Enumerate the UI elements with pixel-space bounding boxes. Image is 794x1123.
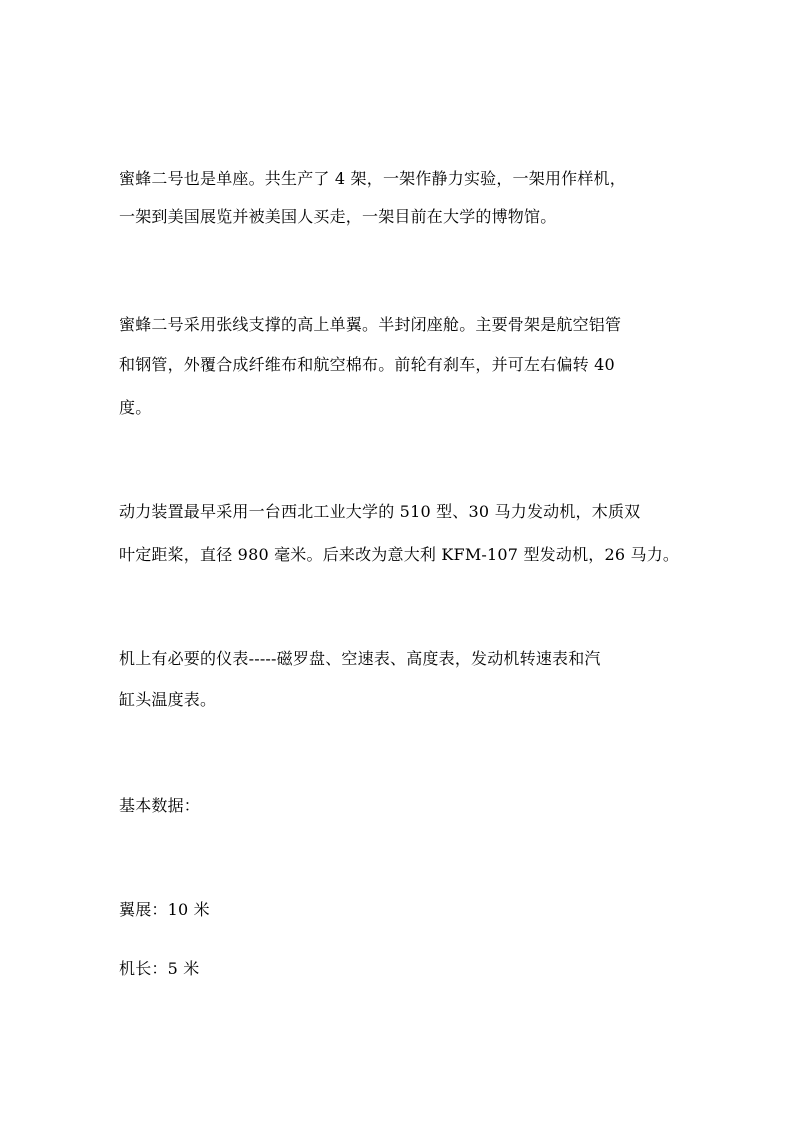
wingspan-line: 翼展：10 米 [119,900,210,919]
paragraph-2-line-1: 蜜蜂二号采用张线支撑的高上单翼。半封闭座舱。主要骨架是航空铝管 [119,315,622,334]
paragraph-3-line-2: 叶定距桨，直径 980 毫米。后来改为意大利 KFM-107 型发动机，26 马力。 [119,545,680,564]
paragraph-2-line-3: 度。 [119,398,152,417]
paragraph-4-line-1: 机上有必要的仪表-----磁罗盘、空速表、高度表，发动机转速表和汽 [119,649,601,668]
paragraph-1-line-2: 一架到美国展览并被美国人买走，一架目前在大学的博物馆。 [119,207,557,226]
basic-data-heading: 基本数据： [119,796,201,815]
length-line: 机长：5 米 [119,959,200,978]
paragraph-1-line-1: 蜜蜂二号也是单座。共生产了 4 架，一架作静力实验，一架用作样机， [119,169,626,188]
paragraph-2-line-2: 和钢管，外覆合成纤维布和航空棉布。前轮有刹车，并可左右偏转 40 [119,355,615,374]
paragraph-4-line-2: 缸头温度表。 [119,690,217,709]
paragraph-3-line-1: 动力装置最早采用一台西北工业大学的 510 型、30 马力发动机，木质双 [119,502,641,521]
